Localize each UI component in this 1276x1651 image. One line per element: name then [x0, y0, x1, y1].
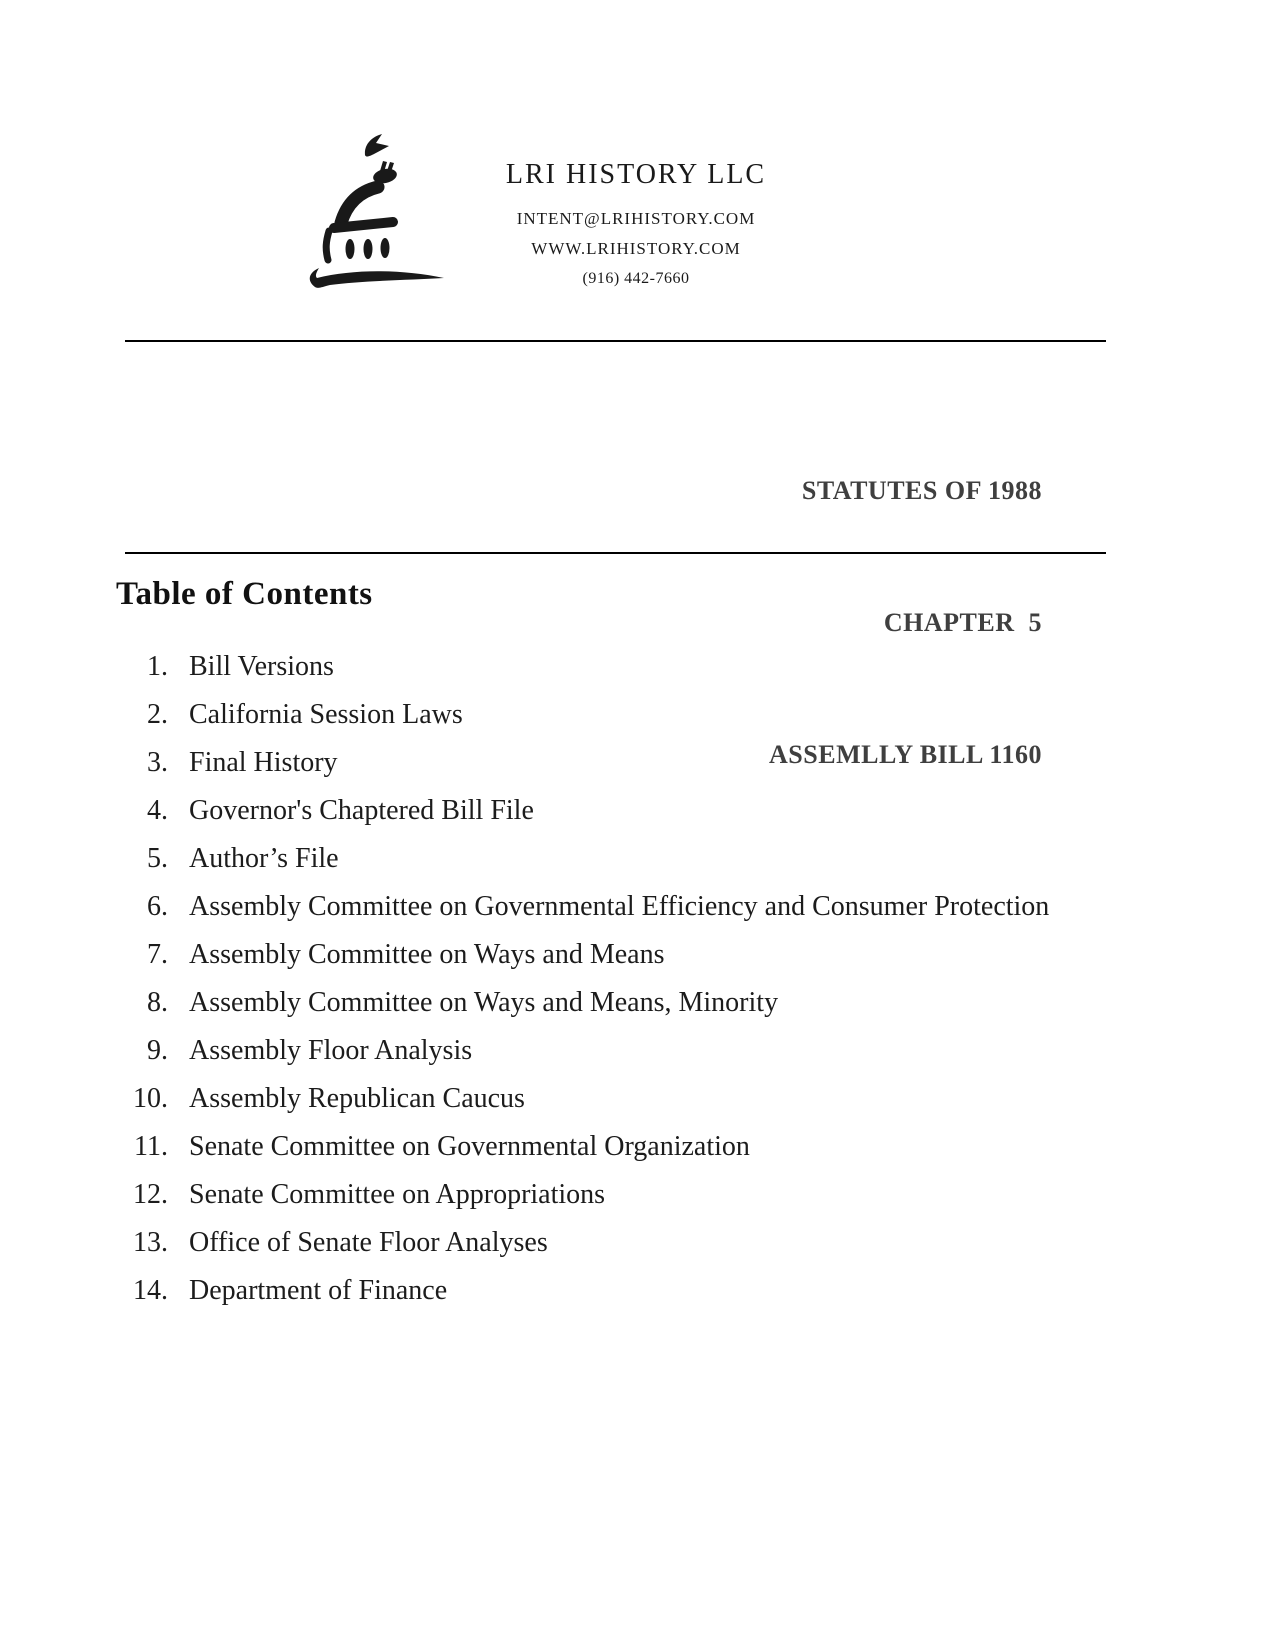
toc-item — [0, 1274, 1049, 1308]
toc-item-label: Senate Committee on Governmental Organization — [189, 1131, 750, 1162]
toc-item-number: 7. — [147, 939, 168, 970]
toc-item-label: Assembly Committee on Ways and Means — [189, 939, 665, 970]
toc-item-label: Assembly Floor Analysis — [189, 1035, 473, 1066]
toc-item-label: Final History — [189, 747, 338, 778]
toc-item — [0, 1082, 1049, 1116]
toc-item-number: 10. — [133, 1083, 168, 1114]
toc-item-label: California Session Laws — [189, 699, 463, 730]
divider-bottom — [125, 552, 1106, 554]
toc-item-number: 6. — [147, 891, 168, 922]
toc-heading: Table of Contents — [116, 576, 373, 612]
toc-item — [0, 842, 1049, 876]
toc-item-label: Senate Committee on Appropriations — [189, 1179, 606, 1210]
toc-item — [0, 938, 1049, 972]
toc-item-label: Office of Senate Floor Analyses — [189, 1227, 548, 1258]
toc-item-label: Bill Versions — [189, 651, 334, 682]
toc-item-number: 8. — [147, 987, 168, 1018]
toc-item-number: 14. — [133, 1275, 168, 1306]
toc-item — [0, 1226, 1049, 1260]
toc-item — [0, 1178, 1049, 1212]
toc-item-label: Governor's Chaptered Bill File — [189, 795, 534, 826]
company-phone: (916) 442-7660 — [582, 270, 690, 287]
company-block — [420, 158, 852, 294]
toc-item-label: Assembly Committee on Ways and Means, Minority — [189, 987, 779, 1018]
toc-item-number: 1. — [147, 651, 168, 682]
toc-item-label: Assembly Committee on Governmental Efficiency and Consumer Protection — [189, 891, 1050, 922]
toc-item-number: 11. — [134, 1131, 168, 1162]
toc-list — [0, 650, 1049, 1322]
toc-item-number: 3. — [147, 747, 168, 778]
divider-top — [125, 340, 1106, 342]
title-chapter-line: CHAPTER 5 — [883, 608, 1042, 637]
toc-item — [0, 650, 1049, 684]
company-website: WWW.LRIHISTORY.COM — [531, 239, 741, 258]
toc-item — [0, 890, 1049, 924]
toc-item-number: 9. — [147, 1035, 168, 1066]
toc-item-number: 5. — [147, 843, 168, 874]
title-bill-line: ASSEMLLY BILL 1160 — [769, 740, 1042, 769]
title-statutes-line: STATUTES OF 1988 — [801, 476, 1042, 505]
toc-item-number: 2. — [147, 699, 168, 730]
toc-item — [0, 794, 1049, 828]
toc-item-number: 12. — [133, 1179, 168, 1210]
toc-item-number: 4. — [147, 795, 168, 826]
toc-item-label: Author’s File — [189, 843, 339, 874]
toc-item-label: Department of Finance — [189, 1275, 448, 1306]
toc-item — [0, 698, 1049, 732]
toc-item-label: Assembly Republican Caucus — [189, 1083, 525, 1114]
toc-item — [0, 986, 1049, 1020]
toc-item-number: 13. — [133, 1227, 168, 1258]
toc-item — [0, 746, 1049, 780]
toc-item — [0, 1034, 1049, 1068]
toc-item — [0, 1130, 1049, 1164]
company-email: INTENT@LRIHISTORY.COM — [516, 209, 756, 228]
company-name: LRI HISTORY LLC — [505, 159, 767, 190]
